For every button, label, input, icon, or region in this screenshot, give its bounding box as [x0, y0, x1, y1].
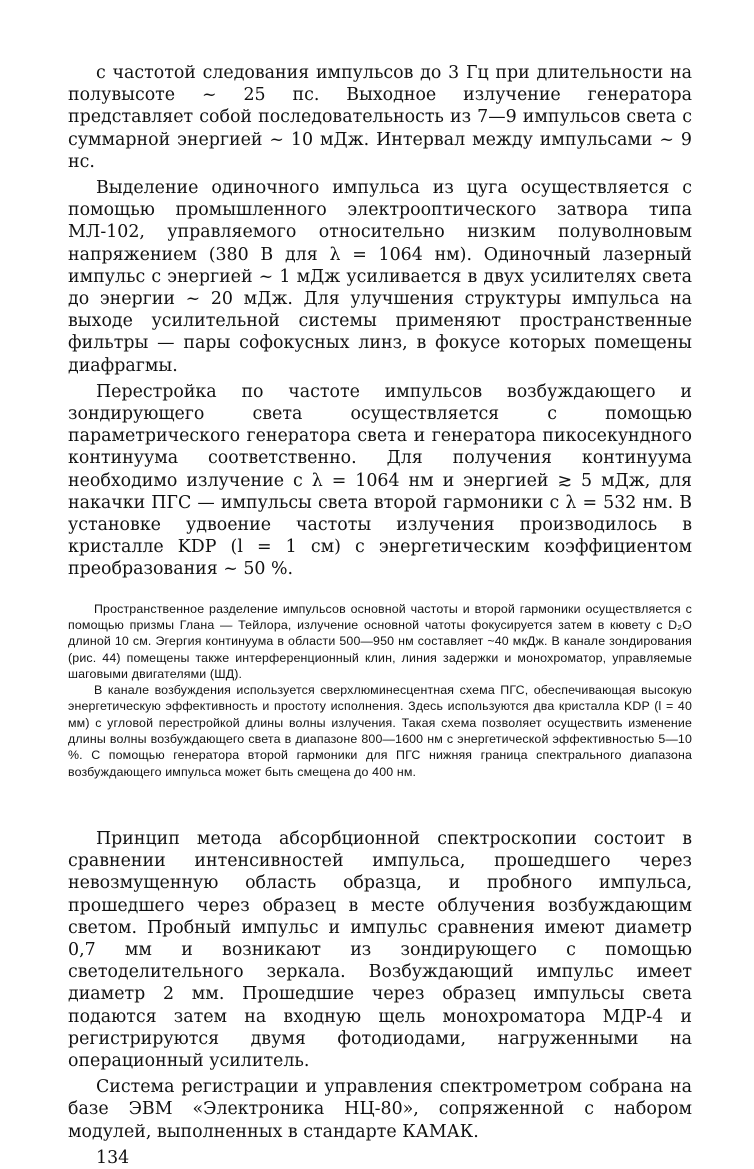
paragraph: Выделение одиночного импульса из цуга осуществляется с помощью промышленного электрооптического затвора типа МЛ-102, управляемого относительно низким полуволновым напряжением (380 В для λ = 1064 нм). Одиночный лазерный импульс с энергией ~ 1 мДж усиливается в двух усилителях света до энергии ~ 20 мДж. Для улучшения структуры импульса на выходе усилительной системы применяют пространственные фильтры — пары софокусных линз, в фокусе которых помещены диафрагмы. [68, 178, 692, 376]
paragraph: Перестройка по частоте импульсов возбуждающего и зондирующего света осуществляется с помощью параметрического генератора света и генератора пикосекундного континуума соответственно. Для получения континуума необходимо излучение с λ = 1064 нм и энергией ≳ 5 мДж, для накачки ПГС — импульсы света второй гармоники с λ = 532 нм. В установке удвоение частоты излучения производилось в кристалле KDP (l = 1 см) с энергетическим коэффициентом преобразования ~ 50 %. [68, 381, 692, 580]
text-block-top [68, 62, 692, 581]
small-paragraph: В канале возбуждения используется сверхлюминесцентная схема ПГС, обеспечивающая высокую энергетическую эффективность и простоту исполнения. Здесь используются два кристалла KDP (l = 40 мм) с угловой перестройкой длины волны излучения. Такая схема позволяет осуществить изменение длины волны возбуждающего света в диапазоне 800—1600 нм с энергетической эффективностью 5—10 %. С помощью генератора второй гармоники для ПГС нижняя граница спектрального диапазона возбуждающего импульса может быть смещена до 400 нм. [68, 683, 692, 779]
page-number: 134 [96, 1147, 130, 1168]
paragraph: Система регистрации и управления спектрометром собрана на базе ЭВМ «Электроника НЦ-80», сопряженной с набором модулей, выполненных в стандарте КАМАК. [68, 1077, 692, 1142]
small-paragraph: Пространственное разделение импульсов основной частоты и второй гармоники осуществляется с помощью призмы Глана — Тейлора, излучение основной чатоты фокусируется затем в кювету с D₂O длиной 10 см. Эгергия континуума в области 500—950 нм составляет ~40 мкДж. В канале зондирования (рис. 44) помещены также интерференционный клин, линия задержки и монохроматор, управляемые шаговыми двигателями (ШД). [68, 601, 692, 681]
paragraph: Принцип метода абсорбционной спектроскопии состоит в сравнении интенсивностей импульса, прошедшего через невозмущенную область образца, и пробного импульса, прошедшего через образец в месте облучения возбуждающим светом. Пробный импульс и импульс сравнения имеют диаметр 0,7 мм и возникают из зондирующего с помощью светоделительного зеркала. Возбуждающий импульс имеет диаметр 2 мм. Прошедшие через образец импульсы света подаются затем на входную щель монохроматора МДР-4 и регистрируются двумя фотодиодами, нагруженными на операционный усилитель. [68, 828, 692, 1071]
paragraph: с частотой следования импульсов до 3 Гц при длительности на полувысоте ~ 25 пс. Выходное излучение генератора представляет собой последовательность из 7—9 импульсов света с суммарной энергией ~ 10 мДж. Интервал между импульсами ~ 9 нс. [68, 63, 692, 172]
small-print-block [68, 601, 692, 780]
book-page [68, 62, 692, 1169]
text-block-bottom [68, 828, 692, 1169]
